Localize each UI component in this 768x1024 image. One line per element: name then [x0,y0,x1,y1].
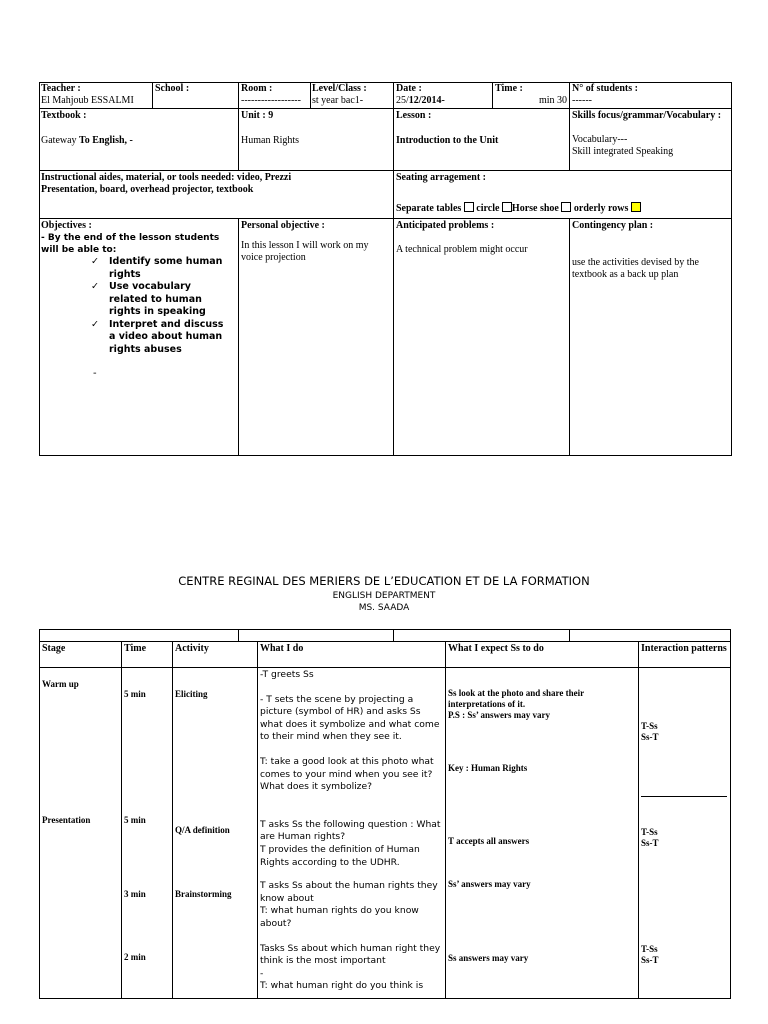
rule [39,170,732,171]
objectives-label: Objectives : [41,220,92,231]
rule [152,82,153,109]
time-label: Time : [495,83,523,94]
rule [39,641,731,642]
rule [39,82,40,456]
objectives-dash: - [93,368,97,379]
date-value: 12/2014- [408,95,445,106]
objective-item [91,281,226,319]
level-label: Level/Class : [312,83,367,94]
seating-label: Seating arragement : [396,172,486,183]
rule [39,629,40,999]
expect-photo-text: Ss look at the photo and share their interpretations of it. [448,688,584,709]
objectives-intro: - By the end of the lesson students will be able to: [41,233,220,255]
activity-qa-definition: Q/A definition [175,825,230,835]
skills-line2: Skill integrated Speaking [572,146,674,157]
lesson-label: Lesson : [396,110,432,121]
seating-cell [396,172,730,215]
time-value: 2 min [124,952,146,962]
col-activity: Activity [175,643,209,654]
seating-options [396,202,730,215]
rule [393,82,394,456]
objective-text: Interpret and discuss a video about human rights abuses [109,318,224,355]
unit-value: Human Rights [241,135,300,146]
do-brainstorm: T asks Ss about the human rights they know about [260,880,438,904]
centre-title: CENTRE REGINAL DES MERIERS DE L’EDUCATION ET DE LA FORMATION [178,574,590,588]
unit-label: Unit : 9 [241,110,274,121]
personal-value: In this lesson I will work on my voice projection [241,240,369,263]
interaction-pattern [641,721,727,743]
objective-text: Use vocabulary related to human rights in speaking [109,281,206,317]
rule [39,998,731,999]
do-important: Tasks Ss about which human right they think is the most important [260,942,441,967]
room-cell [241,83,309,107]
rule [257,641,258,999]
teacher-name: El Mahjoub ESSALMI [41,95,134,106]
expect-vary: Ss’ answers may vary [448,879,531,889]
room-value: ------------------ [241,95,301,106]
textbook-value-pre: Gateway [41,135,80,146]
teacher-cell [41,83,151,107]
room-label: Room : [241,83,273,94]
rule [172,641,173,999]
objective-item [91,319,226,357]
school-label: School : [155,83,190,94]
rule [238,629,239,642]
separator [641,796,727,797]
problems-label: Anticipated problems : [396,220,495,231]
what-i-do-content [260,669,443,993]
objectives-cell [41,220,236,452]
department-title: ENGLISH DEPARTMENT [332,591,436,601]
separate-tables-checkbox [464,202,474,212]
do-greet: -T greets Ss [260,669,314,680]
skills-cell [572,110,730,158]
rule [39,455,732,456]
rule [638,641,639,999]
rule [39,629,731,630]
checkmark-icon: ✓ [91,281,99,292]
time-value: 3 min [124,889,146,899]
date-label: Date : [396,83,422,94]
interaction-value: Ss-T [641,955,659,965]
col-what-i-do: What I do [260,643,304,654]
do-scene: - T sets the scene by projecting a picture (symbol of HR) and asks Ss what does it symbolize and what come to their mind when they see it. [260,693,440,743]
seating-circle: circle [476,203,500,214]
interaction-pattern [641,827,727,849]
objective-text: Identify some human rights [109,256,223,280]
seating-orderly-rows: orderly rows [573,203,629,214]
col-expect: What I expect Ss to do [448,643,544,654]
seating-horse-shoe: Horse shoe [511,203,559,214]
col-interaction: Interaction patterns [641,643,727,654]
rule [569,629,570,642]
rule [492,82,493,109]
time-value: 5 min [124,689,146,699]
problems-value: A technical problem might occur [396,244,528,255]
interaction-pattern [641,944,727,966]
contingency-cell [572,220,730,281]
rule [39,108,732,109]
expect-key: Key : Human Rights [448,763,528,773]
level-value: st year bac1- [312,95,364,106]
students-label: N° of students : [572,83,638,94]
do-dash: - [260,967,264,979]
students-cell [572,83,730,107]
rule [569,82,570,171]
students-value: ------ [572,95,592,106]
contingency-value: use the activities devised by the textbook as a back up plan [572,257,699,280]
horse-shoe-checkbox [561,202,571,212]
interaction-value: T-Ss [641,944,658,954]
interaction-value: T-Ss [641,721,658,731]
rule [445,641,446,999]
date-cell [396,83,490,107]
rule [39,218,732,219]
col-time: Time [124,643,147,654]
stage-presentation: Presentation [42,815,91,825]
skills-label: Skills focus/grammar/Vocabulary : [572,110,722,121]
expect-accept: T accepts all answers [448,836,530,846]
teacher-label: Teacher : [41,83,81,94]
lesson-value: Introduction to the Unit [396,135,499,146]
rule [238,82,239,171]
problems-cell [396,220,566,256]
personal-label: Personal objective : [241,220,325,231]
rule [121,641,122,999]
rule [731,82,732,456]
time-value: min 30 [538,95,567,106]
objective-item [91,256,226,281]
rule [730,629,731,999]
time-value: 5 min [124,815,146,825]
rule [39,667,731,668]
do-definition: T provides the definition of Human Rights according to the UDHR. [260,843,420,868]
aides-line1: Instructional aides, material, or tools needed: video, Prezzi [41,172,292,183]
textbook-value: To English, - [79,135,133,146]
do-brainstorm-question: T: what human rights do you know about? [260,905,419,929]
aides-line2: Presentation, board, overhead projector, textbook [41,184,254,195]
rule [238,218,239,456]
lesson-cell [396,110,566,147]
contingency-label: Contingency plan : [572,220,654,231]
interaction-value: Ss-T [641,732,659,742]
do-important-question: T: what human right do you think is [260,980,424,992]
textbook-cell [41,110,236,147]
activity-brainstorming: Brainstorming [175,889,232,899]
textbook-label: Textbook : [41,110,87,121]
teacher-title: MS. SAADA [358,603,410,613]
aides-cell [41,172,391,196]
level-cell [312,83,392,107]
skills-line1: Vocabulary--- [572,134,628,145]
expect-ps: P.S : Ss’ answers may vary [448,710,551,720]
rule [393,629,394,642]
seating-separate-tables: Separate tables [396,203,462,214]
rule [569,218,570,456]
stage-warm-up: Warm up [42,679,79,689]
time-cell [495,83,567,107]
unit-cell [241,110,391,147]
expect-vary: Ss answers may vary [448,953,529,963]
activity-eliciting: Eliciting [175,689,208,699]
circle-checkbox [502,202,512,212]
personal-objective-cell [241,220,391,264]
interaction-value: Ss-T [641,838,659,848]
rule [310,82,311,109]
do-photo: T: take a good look at this photo what comes to your mind when you see it? What does it symbolize? [260,755,434,793]
orderly-rows-checkbox [631,202,641,212]
interaction-value: T-Ss [641,827,658,837]
checkmark-icon: ✓ [91,318,99,330]
expect-photo [448,688,636,721]
checkmark-icon: ✓ [91,256,99,267]
col-stage: Stage [42,643,66,654]
do-question: T asks Ss the following question : What are Human rights? [260,818,441,843]
date-value-pre: 25/ [396,95,409,106]
